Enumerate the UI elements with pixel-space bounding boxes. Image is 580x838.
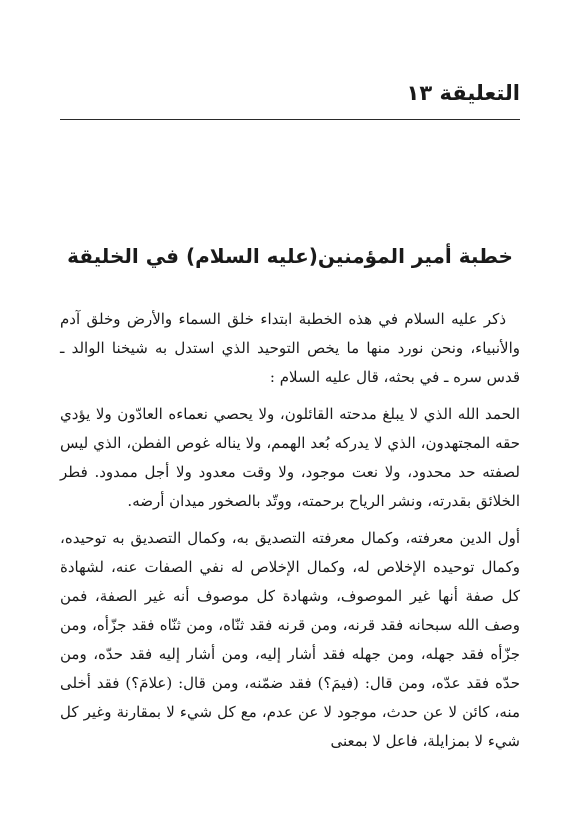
paragraph-tawhid: أول الدين معرفته، وكمال معرفته التصديق به، وكمال التصديق به توحيده، وكمال توحيده الإخلاص له، وكمال الإخلاص له نفي الصفات عنه، لشهادة كل صفة أنها غير الموصوف، وشهادة كل موصوف أنه غير الصفة، فمن وصف الله سبحانه فقد قرنه، ومن قرنه فقد ثنّاه، ومن ثنّاه فقد جزّأه، ومن جزّأه فقد جهله، ومن جهله فقد أشار إليه، ومن أشار إليه فقد حدّه، ومن حدّه فقد عدّه، ومن قال: (فيمَ؟) فقد ضمّنه، ومن قال: (علامَ؟) فقد أخلى منه، كائن لا عن حدث، موجود لا عن عدم، مع كل شيء لا بمقارنة وغير كل شيء لا بمزايلة، فاعل لا بمعنى bbox=[60, 529, 520, 750]
header-rule bbox=[60, 119, 520, 120]
paragraph-praise: الحمد الله الذي لا يبلغ مدحته القائلون، ولا يحصي نعماءه العادّون ولا يؤدي حقه المجتهدون، الذي لا يدركه بُعد الهمم، ولا يناله غوص الفطن، الذي ليس لصفته حد محدود، ولا نعت موجود، ولا وقت معدود ولا أجل ممدود. فطر الخلائق بقدرته، ونشر الرياح برحمته، ووتّد بالصخور ميدان أرضه. bbox=[60, 405, 520, 510]
body-text bbox=[60, 305, 520, 764]
paragraph-intro: ذكر عليه السلام في هذه الخطبة ابتداء خلق السماء والأرض وخلق آدم والأنبياء، ونحن نورد منها ما يخص التوحيد الذي استدل به شيخنا الوالد ـ قدس سره ـ في بحثه، قال عليه السلام : bbox=[60, 310, 520, 386]
running-header: التعليقة ١٣ bbox=[406, 81, 520, 105]
section-heading: خطبة أمير المؤمنين(عليه السلام) في الخليقة bbox=[67, 244, 513, 269]
